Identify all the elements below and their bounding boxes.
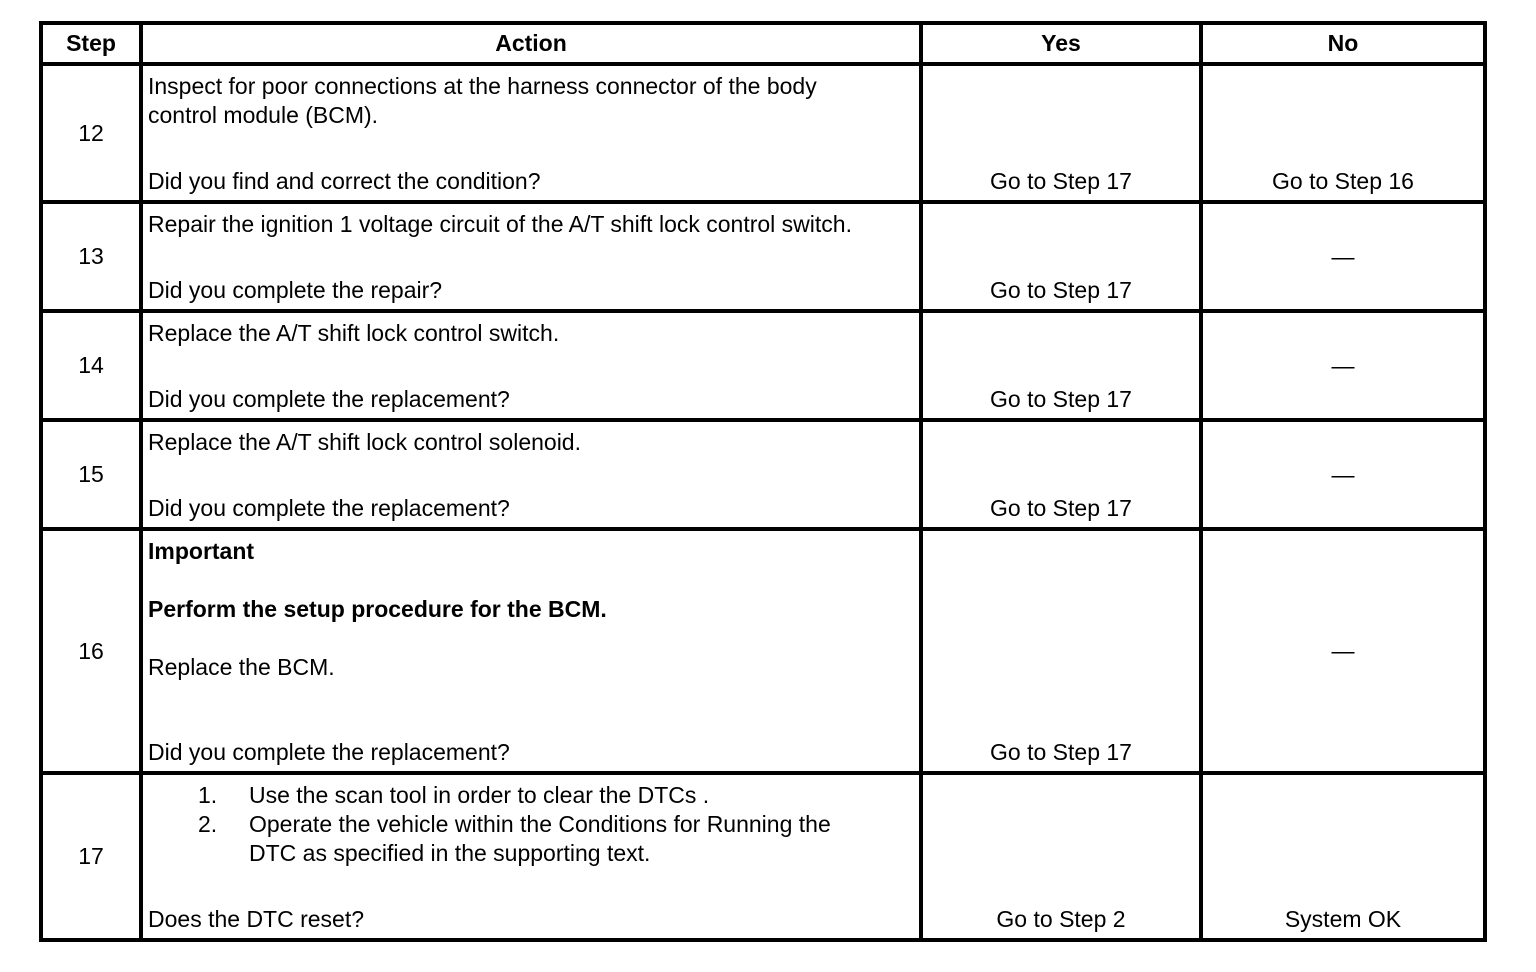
table-row: [41, 311, 1485, 420]
yes-cell: [921, 64, 1201, 202]
no-cell: [1201, 529, 1485, 773]
yes-result: Go to Step 2: [996, 906, 1126, 932]
header-step: Step: [41, 23, 141, 64]
action-question: Did you find and correct the condition?: [148, 168, 541, 194]
action-cell: [141, 529, 921, 773]
yes-cell: [921, 529, 1201, 773]
yes-result: Go to Step 17: [990, 386, 1132, 412]
step-number: 15: [41, 420, 141, 529]
list-item: [148, 810, 915, 868]
action-text: Inspect for poor connections at the harness connector of the body: [148, 73, 817, 99]
yes-cell: [921, 773, 1201, 940]
list-number: 1.: [198, 782, 218, 808]
action-question: Did you complete the replacement?: [148, 739, 510, 765]
no-cell: [1201, 311, 1485, 420]
action-cell: [141, 202, 921, 311]
yes-cell: [921, 202, 1201, 311]
action-cell: [141, 64, 921, 202]
action-cell: [141, 311, 921, 420]
list-number: 2.: [198, 811, 218, 837]
no-result: —: [1331, 637, 1355, 664]
list-text: Use the scan tool in order to clear the DTCs .: [249, 782, 710, 808]
no-result: System OK: [1284, 906, 1402, 932]
list-item: [148, 781, 915, 810]
step-number: 14: [41, 311, 141, 420]
table-row: [41, 420, 1485, 529]
important-text: Perform the setup procedure for the BCM.: [148, 596, 607, 622]
header-row: [41, 23, 1485, 64]
no-result: Go to Step 16: [1272, 168, 1414, 194]
list-text: Operate the vehicle within the Conditions for Running the: [249, 811, 831, 837]
yes-cell: [921, 311, 1201, 420]
action-text: Repair the ignition 1 voltage circuit of the A/T shift lock control switch.: [148, 211, 852, 237]
header-action: Action: [141, 23, 921, 64]
no-cell: [1201, 420, 1485, 529]
action-cell: [141, 773, 921, 940]
action-question: Did you complete the replacement?: [148, 495, 510, 521]
no-result: —: [1331, 243, 1355, 269]
table-row: [41, 202, 1485, 311]
yes-result: Go to Step 17: [990, 168, 1132, 194]
yes-result: Go to Step 17: [990, 277, 1132, 303]
action-cell: [141, 420, 921, 529]
no-cell: [1201, 773, 1485, 940]
action-text: control module (BCM).: [148, 102, 379, 128]
yes-cell: [921, 420, 1201, 529]
no-cell: [1201, 64, 1485, 202]
important-label: Important: [148, 538, 255, 564]
table-row: [41, 64, 1485, 202]
table-row: [41, 529, 1485, 773]
step-number: 16: [41, 529, 141, 773]
action-text: Replace the BCM.: [148, 654, 335, 680]
yes-result: Go to Step 17: [990, 739, 1132, 765]
action-question: Does the DTC reset?: [148, 906, 365, 932]
table-row: [41, 773, 1485, 940]
step-number: 13: [41, 202, 141, 311]
header-yes: Yes: [921, 23, 1201, 64]
action-question: Did you complete the replacement?: [148, 386, 510, 412]
procedure-list: [148, 781, 915, 868]
no-cell: [1201, 202, 1485, 311]
diagnostic-table: [39, 21, 1487, 942]
step-number: 12: [41, 64, 141, 202]
yes-result: Go to Step 17: [990, 495, 1132, 521]
header-no: No: [1201, 23, 1485, 64]
action-text: Replace the A/T shift lock control solenoid.: [148, 429, 581, 455]
no-result: —: [1331, 352, 1355, 378]
list-text: DTC as specified in the supporting text.: [249, 840, 651, 866]
step-number: 17: [41, 773, 141, 940]
action-text: Replace the A/T shift lock control switch.: [148, 320, 560, 346]
no-result: —: [1331, 461, 1355, 487]
action-question: Did you complete the repair?: [148, 277, 443, 303]
